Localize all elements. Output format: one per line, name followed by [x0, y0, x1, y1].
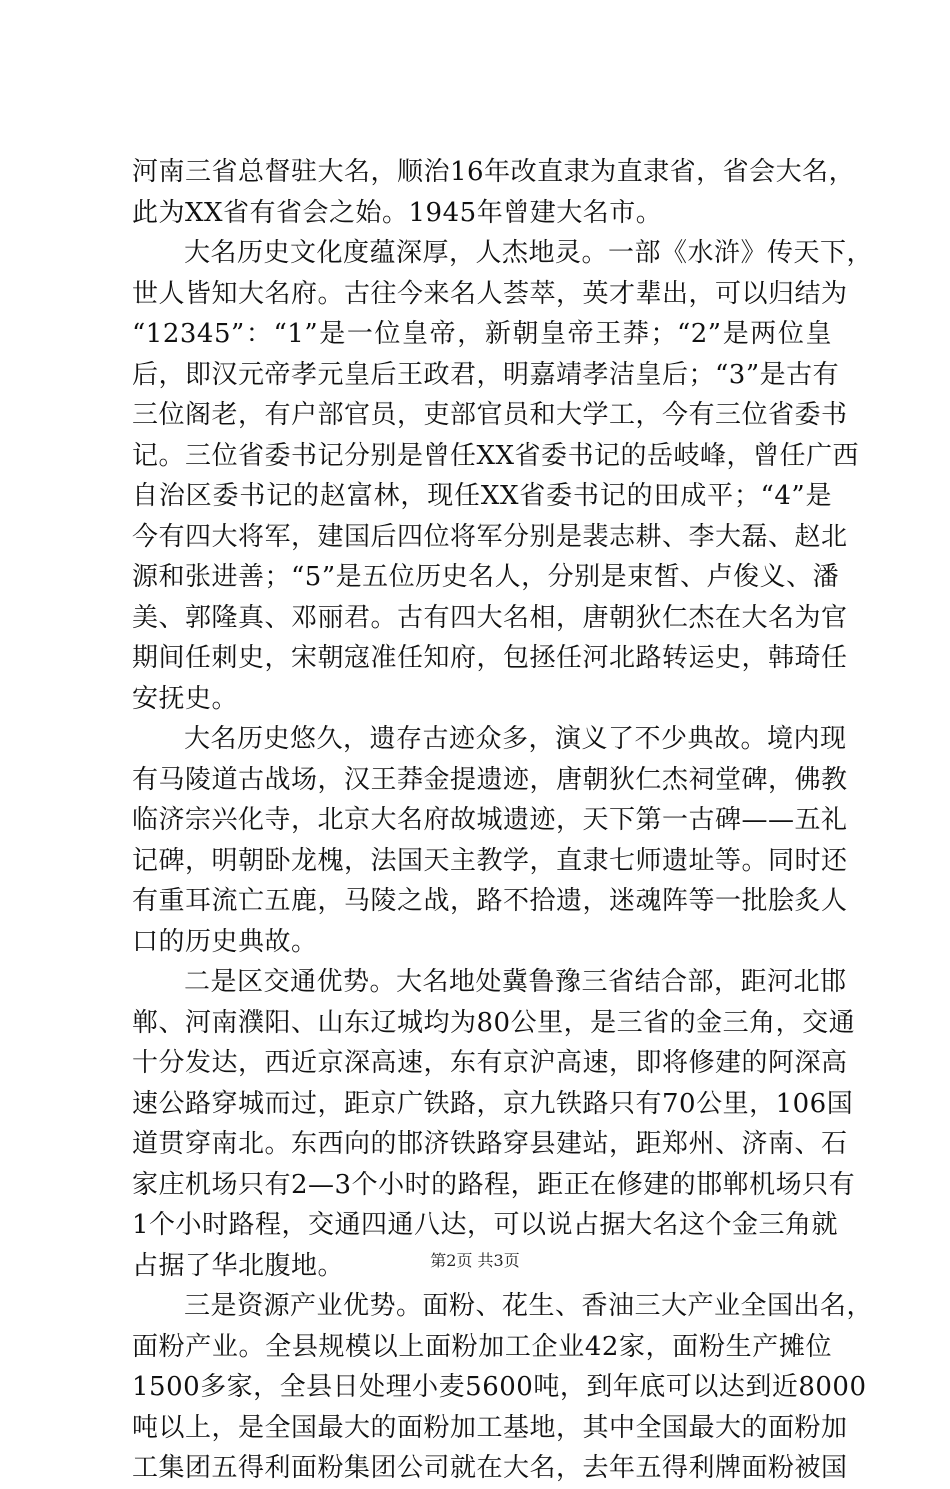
- text-line: 1个小时路程，交通四通八达，可以说占据大名这个金三角就: [132, 1210, 839, 1240]
- text-line: 后，即汉元帝孝元皇后王政君，明嘉靖孝洁皇后；“3”是古有: [132, 359, 840, 390]
- text-line: 家庄机场只有2—3个小时的路程，距正在修建的邯郸机场只有: [132, 1169, 856, 1200]
- page-footer: 第2页 共3页: [430, 1251, 520, 1270]
- text-line: 期间任刺史，宋朝寇准任知府，包拯任河北路转运史，韩琦任: [132, 643, 848, 673]
- text-line: 有重耳流亡五鹿，马陵之战，路不拾遗，迷魂阵等一批脍炙人: [132, 886, 848, 916]
- text-line: 源和张进善；“5”是五位历史名人，分别是束皙、卢俊义、潘: [132, 562, 840, 592]
- text-line: 世人皆知大名府。古往今来名人荟萃，英才辈出，可以归结为: [132, 278, 848, 309]
- text-line: 三是资源产业优势。面粉、花生、香油三大产业全国出名，: [184, 1291, 874, 1321]
- text-line: 三位阁老，有户部官员，吏部官员和大学工，今有三位省委书: [132, 400, 848, 430]
- text-line: 道贯穿南北。东西向的邯济铁路穿县建站，距郑州、济南、石: [132, 1129, 848, 1159]
- text-line: 大名历史悠久，遗存古迹众多，演义了不少典故。境内现: [184, 724, 847, 754]
- text-line: 有马陵道古战场，汉王莽金提遗迹，唐朝狄仁杰祠堂碑，佛教: [132, 764, 848, 795]
- text-line: 十分发达，西近京深高速，东有京沪高速，即将修建的阿深高: [132, 1048, 848, 1078]
- text-line: 吨以上，是全国最大的面粉加工基地，其中全国最大的面粉加: [132, 1412, 848, 1443]
- text-line: 工集团五得利面粉集团公司就在大名，去年五得利牌面粉被国: [132, 1453, 848, 1483]
- text-line: 二是区交通优势。大名地处冀鲁豫三省结合部，距河北邯: [184, 967, 847, 997]
- text-line: 占据了华北腹地。: [132, 1250, 345, 1281]
- text-line: 此为XX省有省会之始。1945年曾建大名市。: [132, 197, 663, 228]
- text-line: 大名历史文化度蕴深厚，人杰地灵。一部《水浒》传天下，: [184, 238, 874, 268]
- text-line: 记碑，明朝卧龙槐，法国天主教学，直隶七师遗址等。同时还: [132, 845, 848, 876]
- text-line: 美、郭隆真、邓丽君。古有四大名相，唐朝狄仁杰在大名为官: [132, 602, 848, 633]
- text-line: 今有四大将军，建国后四位将军分别是裴志耕、李大磊、赵北: [132, 521, 848, 552]
- text-line: 速公路穿城而过，距京广铁路，京九铁路只有70公里，106国: [132, 1088, 854, 1119]
- document-body: [132, 152, 874, 1489]
- text-line: 1500多家，全县日处理小麦5600吨，到年底可以达到近8000: [132, 1372, 867, 1402]
- text-line: 河南三省总督驻大名，顺治16年改直隶为直隶省，省会大名，: [132, 157, 856, 187]
- text-line: 郸、河南濮阳、山东辽城均为80公里，是三省的金三角，交通: [132, 1007, 856, 1038]
- text-line: 口的历史典故。: [132, 926, 318, 957]
- text-line: 自治区委书记的赵富林，现任XX省委书记的田成平；“4”是: [132, 481, 832, 511]
- text-line: 临济宗兴化寺，北京大名府故城遗迹，天下第一古碑——五礼: [132, 805, 848, 835]
- text-line: 面粉产业。全县规模以上面粉加工企业42家，面粉生产摊位: [132, 1331, 832, 1362]
- text-line: 安抚史。: [132, 683, 239, 714]
- text-line: 记。三位省委书记分别是曾任XX省委书记的岳岐峰，曾任广西: [132, 440, 860, 471]
- text-line: “12345”：“1”是一位皇帝，新朝皇帝王莽；“2”是两位皇: [132, 319, 832, 349]
